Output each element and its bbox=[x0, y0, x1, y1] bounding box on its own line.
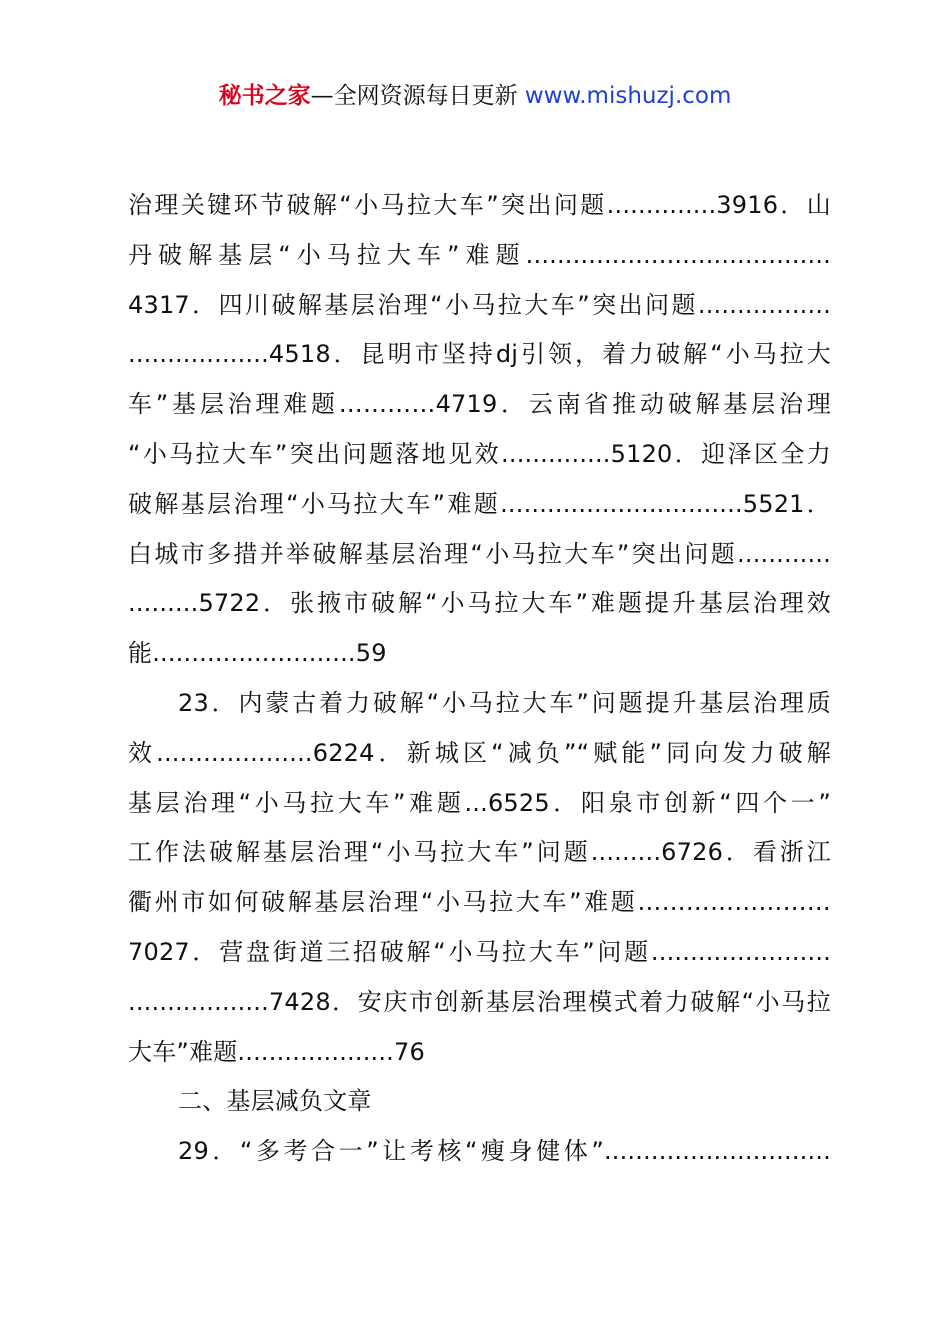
text-line: 4317．四川破解基层治理“小马拉大车”突出问题................. bbox=[128, 290, 831, 319]
text-line: 工作法破解基层治理“小马拉大车”问题.........6726．看浙江 bbox=[128, 838, 831, 867]
site-url-link[interactable]: www.mishuzj.com bbox=[524, 83, 732, 109]
text-line: ..................7428．安庆市创新基层治理模式着力破解“小马拉 bbox=[128, 987, 831, 1016]
brand-name: 秘书之家 bbox=[218, 83, 311, 109]
text-line: 破解基层治理“小马拉大车”难题...............................5521． bbox=[128, 489, 831, 518]
text-line: ..................4518．昆明市坚持dj引领，着力破解“小马拉大 bbox=[128, 340, 831, 369]
text-line: 效....................6224．新城区“减负”“赋能”同向发力破解 bbox=[128, 738, 831, 767]
paragraph-start-line: 29．“多考合一”让考核“瘦身健体”............................. bbox=[178, 1137, 831, 1166]
text-line: 基层治理“小马拉大车”难题...6525．阳泉市创新“四个一” bbox=[128, 788, 831, 817]
header-slogan: —全网资源每日更新 bbox=[310, 83, 525, 109]
text-line: “小马拉大车”突出问题落地见效..............5120．迎泽区全力 bbox=[128, 439, 831, 468]
text-line: 治理关键环节破解“小马拉大车”突出问题..............3916．山 bbox=[128, 191, 831, 219]
paragraph-start-line: 23．内蒙古着力破解“小马拉大车”问题提升基层治理质 bbox=[178, 688, 831, 717]
text-line: 白城市多措并举破解基层治理“小马拉大车”突出问题............ bbox=[128, 539, 831, 568]
section-heading: 二、基层减负文章 bbox=[178, 1087, 372, 1116]
text-line: 能..........................59 bbox=[128, 639, 387, 668]
text-line: 大车”难题....................76 bbox=[128, 1037, 425, 1066]
text-line: .........5722．张掖市破解“小马拉大车”难题提升基层治理效 bbox=[128, 589, 831, 618]
text-line: 衢州市如何破解基层治理“小马拉大车”难题…………………… bbox=[128, 888, 831, 917]
text-line: 7027．营盘街道三招破解“小马拉大车”问题....................... bbox=[128, 937, 831, 966]
text-line: 丹破解基层“小马拉大车”难题....................................... bbox=[128, 240, 831, 269]
document-body bbox=[128, 181, 831, 1177]
site-header bbox=[0, 80, 950, 112]
text-line: 车”基层治理难题…………4719．云南省推动破解基层治理 bbox=[128, 390, 831, 419]
